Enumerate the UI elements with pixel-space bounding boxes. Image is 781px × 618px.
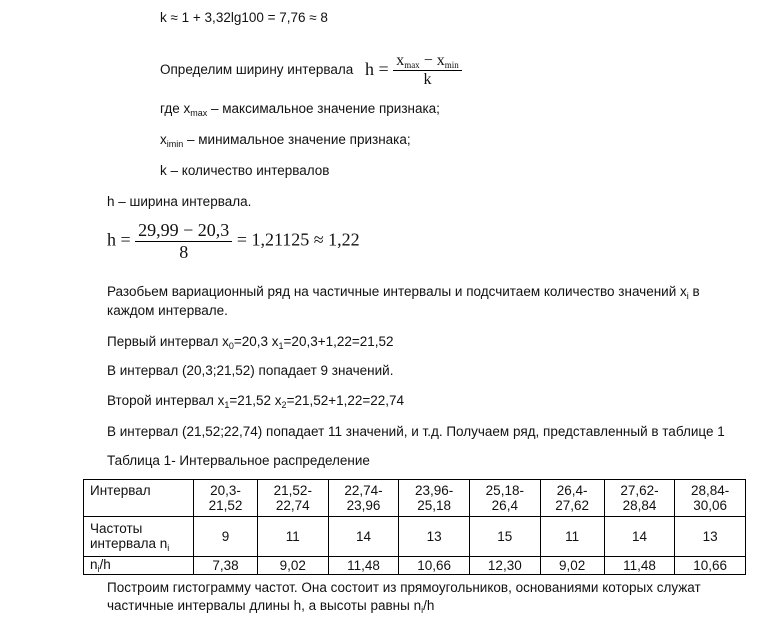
formula-k: k ≈ 1 + 3,32lg100 = 7,76 ≈ 8 xyxy=(160,10,328,25)
second-interval-pre: Второй интервал x xyxy=(107,393,225,408)
density-cell-3: 11,48 xyxy=(328,557,399,575)
second-interval xyxy=(107,393,404,410)
para-split-2: каждом интервале. xyxy=(107,303,228,318)
interval-distribution-table xyxy=(83,479,746,575)
first-interval-sub0: 0 xyxy=(228,341,234,351)
para-split-text: Разобьем вариационный ряд на частичные интервалы и подсчитаем количество значений x xyxy=(107,284,687,299)
table-row-intervals xyxy=(84,480,746,517)
h-calc xyxy=(107,220,360,263)
density-cell-6: 9,02 xyxy=(540,557,604,575)
xmin-sub: min xyxy=(444,60,459,70)
def-xmax xyxy=(160,101,440,118)
def-xmin-sub: imin xyxy=(166,139,184,149)
interval-cell-1: 20,3- 21,52 xyxy=(194,480,258,517)
histogram-text-2-sub: i xyxy=(421,605,424,615)
first-interval-sub1: 1 xyxy=(278,341,284,351)
para-split-end: в xyxy=(688,284,700,299)
histogram-text-2-main: частичные интервалы длины h, а высоты равны n xyxy=(107,598,422,613)
frequency-cell-4: 13 xyxy=(399,517,470,557)
frequency-cell-7: 14 xyxy=(604,517,675,557)
h-formula-denominator: k xyxy=(423,71,432,88)
row-label-interval: Интервал xyxy=(84,480,194,517)
first-interval-mid: =20,3 x xyxy=(233,334,279,349)
frequency-cell-1: 9 xyxy=(194,517,258,557)
h-calc-rhs: = 1,21125 ≈ 1,22 xyxy=(236,229,360,250)
interval-cell-7: 27,62- 28,84 xyxy=(604,480,675,517)
first-interval xyxy=(107,334,394,351)
first-interval-post: =20,3+1,22=21,52 xyxy=(283,334,394,349)
second-interval-sub1: 1 xyxy=(224,400,230,410)
table-caption: Таблица 1- Интервальное распределение xyxy=(107,453,370,468)
row-label-frequencies: Частоты интервала $n_i$ xyxy=(84,517,194,557)
h-formula xyxy=(365,52,462,88)
xmax-symbol: x xyxy=(396,52,405,69)
interval-cell-8: 28,84- 30,06 xyxy=(675,480,746,517)
h-formula-numerator xyxy=(393,52,462,71)
frequency-cell-8: 13 xyxy=(675,517,746,557)
width-formula-line xyxy=(160,52,462,89)
table-row-frequencies xyxy=(84,517,746,557)
h-calc-numerator: 29,99 − 20,3 xyxy=(135,220,232,242)
first-interval-pre: Первый интервал x xyxy=(107,334,229,349)
frequency-cell-5: 15 xyxy=(469,517,540,557)
def-xmin-pre: x xyxy=(160,132,167,147)
row-label-densities: $n_i/h$ xyxy=(84,557,194,575)
density-cell-1: 7,38 xyxy=(194,557,258,575)
h-calc-lhs: h = xyxy=(107,229,131,250)
width-intro-text: Определим ширину интервала xyxy=(160,62,354,78)
density-cell-5: 12,30 xyxy=(469,557,540,575)
second-interval-mid: =21,52 x xyxy=(229,393,282,408)
first-count: В интервал (20,3;21,52) попадает 9 значений. xyxy=(107,363,394,378)
def-k: k – количество интервалов xyxy=(160,163,330,178)
frequency-cell-3: 14 xyxy=(328,517,399,557)
def-xmin xyxy=(160,132,411,149)
h-calc-denominator: 8 xyxy=(179,242,189,262)
h-calc-fraction xyxy=(135,220,232,263)
histogram-text-2 xyxy=(107,598,434,615)
density-cell-7: 11,48 xyxy=(604,557,675,575)
def-xmax-sub: max xyxy=(190,108,208,118)
def-h: h – ширина интервала. xyxy=(107,194,252,209)
def-xmin-post: – минимальное значение признака; xyxy=(183,132,411,147)
interval-cell-6: 26,4- 27,62 xyxy=(540,480,604,517)
frequency-cell-6: 11 xyxy=(540,517,604,557)
para-split-sub: i xyxy=(686,291,689,301)
xmin-symbol: x xyxy=(436,52,445,69)
para-split xyxy=(107,284,700,301)
histogram-text-1: Построим гистограмму частот. Она состоит из прямоугольников, основаниями которых служат xyxy=(107,580,701,595)
table-row-densities xyxy=(84,557,746,575)
interval-cell-2: 21,52- 22,74 xyxy=(257,480,328,517)
def-xmax-post: – максимальное значение признака; xyxy=(207,101,440,116)
frequency-cell-2: 11 xyxy=(257,517,328,557)
density-cell-2: 9,02 xyxy=(257,557,328,575)
minus-sign: − xyxy=(419,52,437,69)
second-interval-post: =21,52+1,22=22,74 xyxy=(286,393,405,408)
second-count: В интервал (21,52;22,74) попадает 11 значений, и т.д. Получаем ряд, представленный в таблице 1 xyxy=(107,424,725,439)
xmax-sub: max xyxy=(404,60,420,70)
second-interval-sub2: 2 xyxy=(281,400,287,410)
h-formula-lhs: h = xyxy=(365,58,389,79)
def-xmax-pre: где x xyxy=(160,101,191,116)
interval-cell-5: 25,18- 26,4 xyxy=(469,480,540,517)
histogram-text-2-post: /h xyxy=(423,598,435,613)
density-cell-4: 10,66 xyxy=(399,557,470,575)
h-formula-fraction xyxy=(393,52,462,89)
interval-cell-3: 22,74- 23,96 xyxy=(328,480,399,517)
interval-cell-4: 23,96- 25,18 xyxy=(399,480,470,517)
density-cell-8: 10,66 xyxy=(675,557,746,575)
